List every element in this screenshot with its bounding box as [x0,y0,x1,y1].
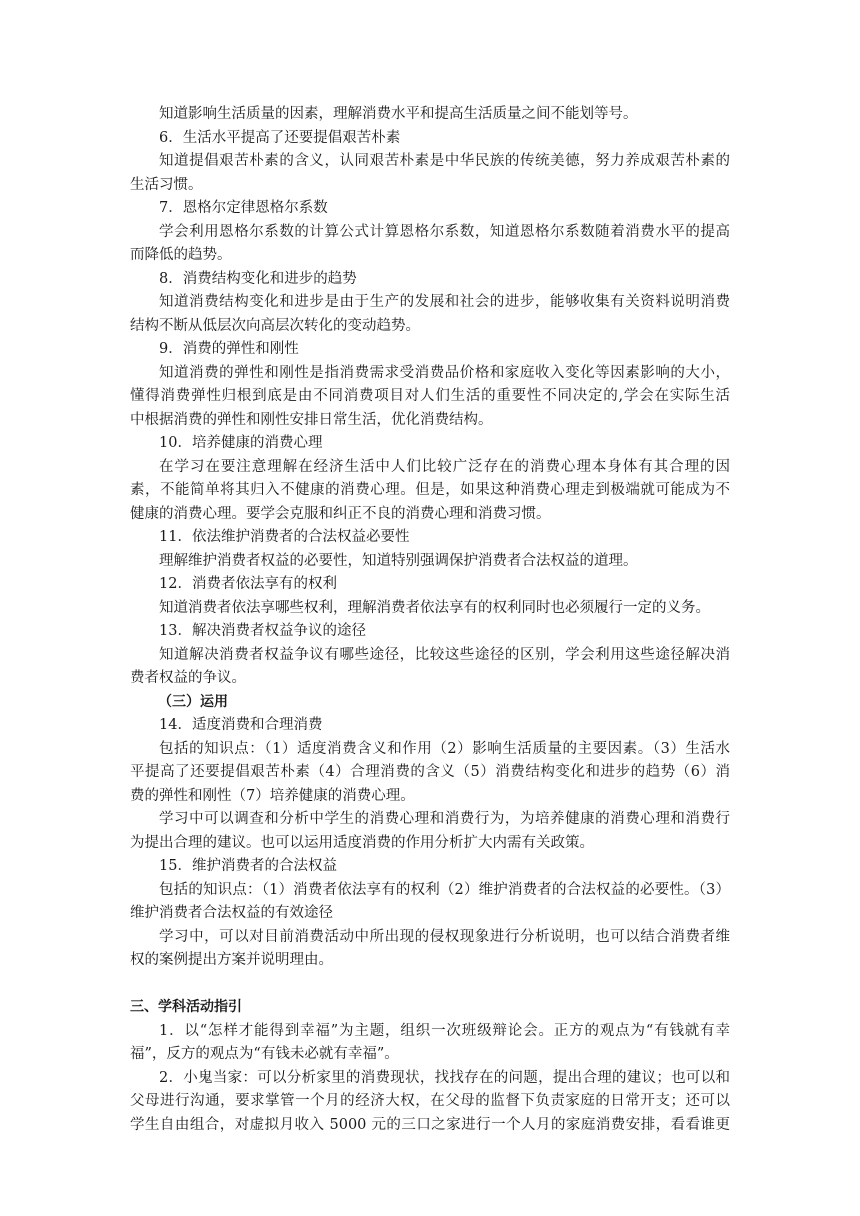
paragraph-line: 而降低的趋势。 [130,247,232,263]
paragraph-line: 学会利用恩格尔系数的计算公式计算恩格尔系数，知道恩格尔系数随着消费水平的提高 [159,223,730,240]
paragraph-line: 在学习在要注意理解在经济生活中人们比较广泛存在的消费心理本身体有其合理的因 [159,458,730,475]
paragraph-line: 知道解决消费者权益争议有哪些途径，比较这些途径的区别，学会利用这些途径解决消 [159,646,730,663]
item-heading: 11．依法维护消费者的合法权益必要性 [159,529,410,545]
item-heading: 6．生活水平提高了还要提倡艰苦朴素 [159,129,401,146]
item-heading: 12．消费者依法享有的权利 [159,576,337,592]
item-heading: 7．恩格尔定律恩格尔系数 [159,200,328,216]
item-heading: 14．适度消费和合理消费 [159,717,323,733]
paragraph-line: 学生自由组合，对虚拟月收入 5000 元的三口之家进行一个人月的家庭消费安排，看看谁更 [130,1116,730,1133]
document-body [130,103,730,1137]
paragraph-line: 知道消费的弹性和刚性是指消费需求受消费品价格和家庭收入变化等因素影响的大小， [159,364,730,381]
paragraph-line: 学习中，可以对目前消费活动中所出现的侵权现象进行分析说明，也可以结合消费者维 [159,928,730,945]
paragraph-line: 维护消费者合法权益的有效途径 [130,905,333,921]
blank-line [130,973,730,997]
subsection-heading: （三）运用 [158,693,228,710]
item-heading: 10．培养健康的消费心理 [159,435,323,451]
paragraph-line: 1．以“怎样才能得到幸福”为主题，组织一次班级辩论会。正方的观点为“有钱就有幸 [159,1022,730,1039]
paragraph-line: 学习中可以调查和分析中学生的消费心理和消费行为，为培养健康的消费心理和消费行 [159,811,730,827]
paragraph-line: 懂得消费弹性归根到底是由不同消费项目对人们生活的重要性不同决定的,学会在实际生活 [130,388,730,404]
item-heading: 13．解决消费者权益争议的途径 [159,623,366,639]
item-heading: 8．消费结构变化和进步的趋势 [159,270,357,287]
paragraph-line: 包括的知识点：（1）适度消费含义和作用（2）影响生活质量的主要因素。（3）生活水 [159,740,730,757]
paragraph-line: 知道消费结构变化和进步是由于生产的发展和社会的进步，能够收集有关资料说明消费 [159,294,730,310]
paragraph-line: 为提出合理的建议。也可以运用适度消费的作用分析扩大内需有关政策。 [130,834,594,851]
section-heading: 三、学科活动指引 [130,999,242,1015]
item-heading: 15．维护消费者的合法权益 [159,858,337,874]
paragraph-line: 中根据消费的弹性和刚性安排日常生活，优化消费结构。 [130,411,493,428]
paragraph-line: 费的弹性和刚性（7）培养健康的消费心理。 [130,787,415,804]
paragraph-line: 权的案例提出方案并说明理由。 [130,952,333,968]
paragraph-line: 平提高了还要提倡艰苦朴素（4）合理消费的含义（5）消费结构变化和进步的趋势（6）消 [130,764,730,780]
paragraph-line: 理解维护消费者权益的必要性，知道特别强调保护消费者合法权益的道理。 [159,552,638,569]
paragraph-line: 知道影响生活质量的因素，理解消费水平和提高生活质量之间不能划等号。 [159,106,638,122]
paragraph-line: 生活习惯。 [130,176,203,193]
paragraph-line: 素，不能简单将其归入不健康的消费心理。但是，如果这种消费心理走到极端就可能成为不 [130,482,730,498]
paragraph-line: 2．小鬼当家：可以分析家里的消费现状，找找存在的问题，提出合理的建议；也可以和 [159,1069,730,1086]
paragraph-line: 包括的知识点：（1）消费者依法享有的权利（2）维护消费者的合法权益的必要性。（3） [159,881,730,898]
paragraph-line: 费者权益的争议。 [130,670,246,686]
item-heading: 9．消费的弹性和刚性 [159,341,299,357]
paragraph-line: 福”，反方的观点为“有钱未必就有幸福”。 [130,1046,399,1062]
paragraph-line: 知道提倡艰苦朴素的含义，认同艰苦朴素是中华民族的传统美德，努力养成艰苦朴素的 [159,153,730,169]
paragraph-line: 父母进行沟通，要求掌管一个月的经济大权，在父母的监督下负责家庭的日常开支；还可以 [130,1093,730,1109]
paragraph-line: 结构不断从低层次向高层次转化的变动趋势。 [130,317,420,334]
paragraph-line: 健康的消费心理。要学会克服和纠正不良的消费心理和消费习惯。 [130,505,551,522]
paragraph-line: 知道消费者依法享哪些权利，理解消费者依法享有的权利同时也必须履行一定的义务。 [159,599,710,616]
